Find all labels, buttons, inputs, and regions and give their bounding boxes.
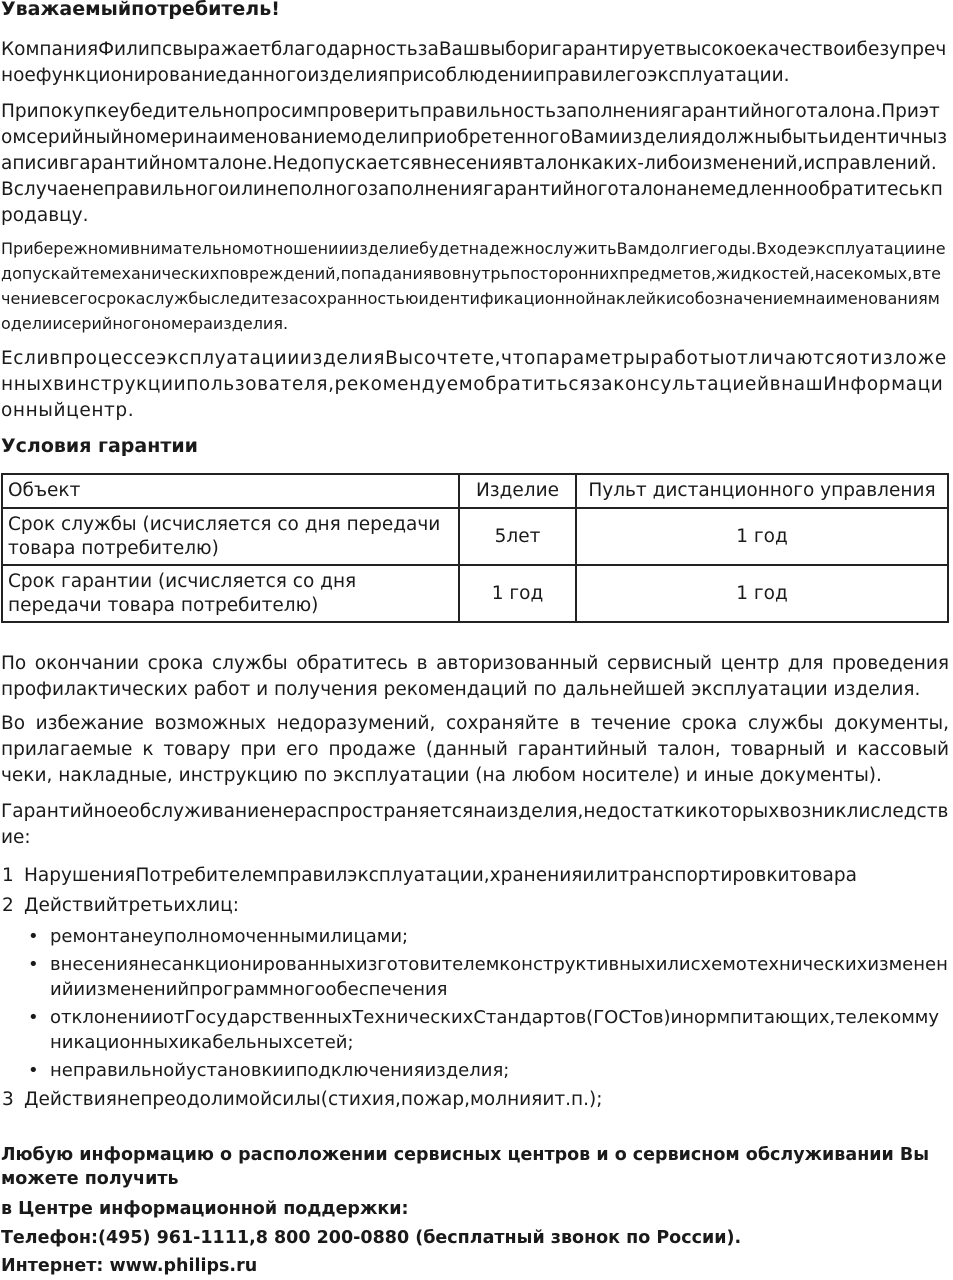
table-cell: Срок службы (исчисляется со дня передачи товара потребителю) [2,508,459,565]
bullet-icon: • [28,1060,39,1081]
table-header-remote: Пульт дистанционного управления [576,474,948,508]
table-cell: 1 год [576,508,948,565]
list-text: Действиянепреодолимойсилы(стихия,пожар,молнияит.п.); [24,1089,603,1110]
bullet-icon: • [28,926,39,947]
list-item [28,1005,950,1055]
list-text: неправильнойустановкииподключенияизделия; [50,1060,510,1081]
table-cell: 1 год [576,565,948,622]
service-info-text: Любую информацию о расположении сервисных центров и о сервисном обслуживании Вы можете получить [1,1145,930,1189]
list-number: 1 [2,865,14,886]
exclusions-paragraph: Гарантийноеобслуживаниенераспространяетсянаизделия,недостаткикоторыхвозниклиследствие: [1,801,949,848]
list-item [28,952,950,1002]
list-item [28,1058,950,1083]
support-center-text: в Центре информационной поддержки: [1,1199,409,1219]
intro-paragraph-1: КомпанияФилипсвыражаетблагодарностьзаВашвыборигарантируетвысокоекачествоибезупречноефункционированиеданногоизделияприсоблюденииправилегоэксплуатации. [1,39,947,86]
list-text: Действийтретьихлиц: [24,895,239,916]
intro-paragraph-2: Припокупкеубедительнопросимпроверитьправильностьзаполнениягарантийноготалона.ПриэтомсерийныйномеринаименованиемоделиприобретенногоВамиизделиядолжныбытьидентичнызаписивгарантийномталоне.Недопускаетсявнесениявталонкаких-либоизменений,исправлений.Вслучаенеправильногоилинеполногозаполнениягарантийноготалонанемедленнообратитеськпродавцу. [1,101,948,226]
bullet-icon: • [28,954,39,975]
table-row [2,565,948,622]
list-text: НарушенияПотребителемправилэксплуатации,храненияилитранспортировкитовара [24,865,857,886]
table-header-row [2,474,948,508]
third-party-bullets [28,924,950,1086]
table-header-object: Объект [2,474,459,508]
bullet-icon: • [28,1007,39,1028]
warranty-table [1,473,949,623]
table-header-product: Изделие [459,474,576,508]
exclusion-item-2 [2,893,239,919]
exclusion-item-1 [2,863,857,889]
warranty-heading: Условия гарантии [1,435,198,457]
table-cell: Срок гарантии (исчисляется со дня передачи товара потребителю) [2,565,459,622]
documents-paragraph: Во избежание возможных недоразумений, сохраняйте в течение срока службы документы, прилагаемые к товару при его продаже (данный гарантийный талон, товарный и кассовый чеки, накладные, инструкцию по эксплуатации (на любом носителе) и иные документы). [1,713,949,786]
website-text: Интернет: www.philips.ru [1,1256,258,1276]
greeting-heading: Уважаемыйпотребитель! [1,0,280,20]
list-number: 3 [2,1089,14,1110]
list-item [28,924,950,949]
service-life-paragraph: По окончании срока службы обратитесь в авторизованный сервисный центр для проведения профилактических работ и получения рекомендаций по дальнейшей эксплуатации изделия. [1,653,949,700]
table-cell: 5лет [459,508,576,565]
list-number: 2 [2,895,14,916]
table-row [2,508,948,565]
list-text: ремонтанеуполномоченнымилицами; [50,926,409,947]
phone-text: Телефон:(495) 961-1111,8 800 200-0880 (бесплатный звонок по России). [1,1228,742,1248]
list-text: отклоненииотГосударственныхТехническихСтандартов(ГОСТов)инормпитающих,телекоммуникационныхикабельныхсетей; [50,1007,940,1053]
exclusion-item-3 [2,1087,602,1113]
table-cell: 1 год [459,565,576,622]
list-text: внесениянесанкционированныхизготовителемконструктивныхилисхемотехническихизмененийиизмененийпрограммногообеспечения [50,954,948,1000]
intro-paragraph-3: ПрибережномивнимательномотношенииизделиебудетнадежнослужитьВамдолгиегоды.Входеэксплуатациинедопускайтемеханическихповреждений,попаданиявовнутрьпостороннихпредметов,жидкостей,насекомых,втечениевсегосрокаслужбыследитезасохранностьюидентификационнойнаклейкисобозначениемнаименованиямоделиисерийногономераизделия. [1,239,946,333]
intro-paragraph-4: ЕсливпроцессеэксплуатацииизделияВысочтете,чтопараметрыработыотличаютсяотизложенныхвинструкциипользователя,рекомендуемобратитьсязаконсультациейвнашИнформационныйцентр. [1,348,947,421]
